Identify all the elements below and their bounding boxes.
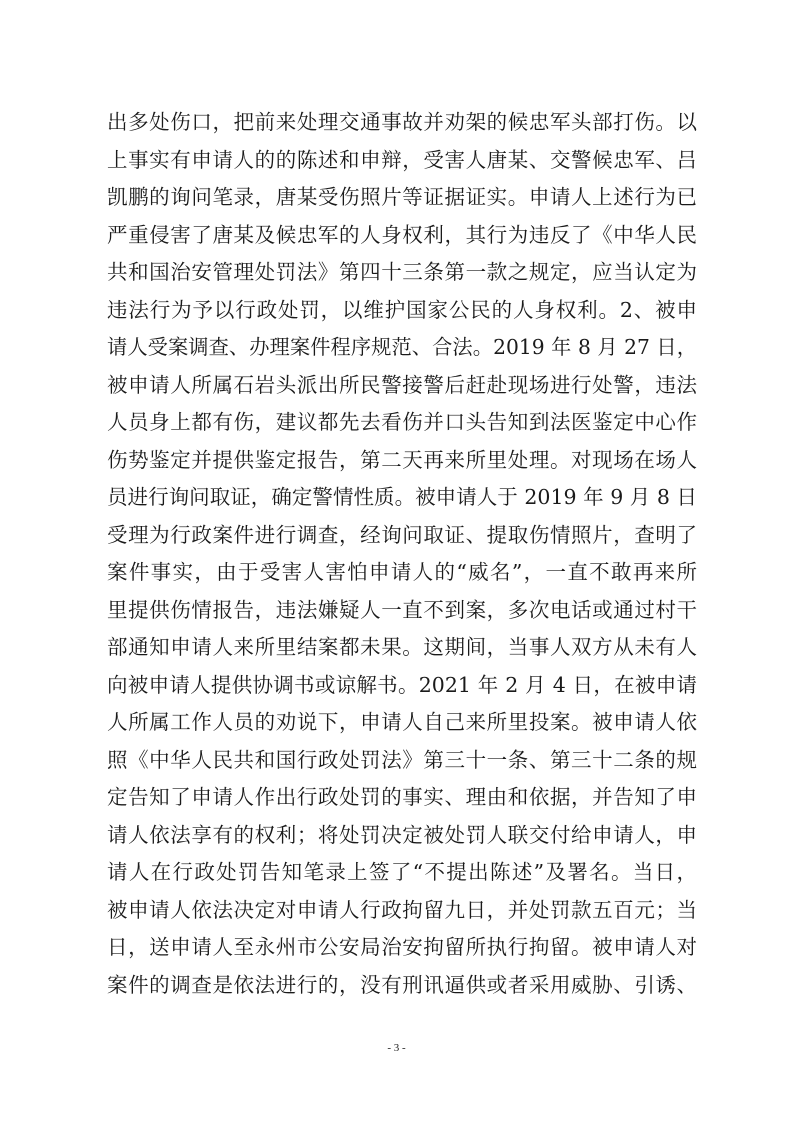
- text-line: 员进行询问取证，确定警情性质。被申请人于 2019 年 9 月 8 日: [107, 485, 697, 509]
- text-line: 案件的调查是依法进行的，没有刑讯逼供或者采用威胁、引诱、: [107, 972, 697, 997]
- text-line: 被申请人所属石岩头派出所民警接警后赶赴现场进行处警，违法: [107, 372, 697, 397]
- text-line: 人员身上都有伤，建议都先去看伤并口头告知到法医鉴定中心作: [107, 410, 697, 434]
- text-line: 定告知了申请人作出行政处罚的事实、理由和依据，并告知了申: [107, 785, 697, 809]
- text-line: 出多处伤口，把前来处理交通事故并劝架的候忠军头部打伤。以: [107, 110, 697, 134]
- text-line: 请人依法享有的权利；将处罚决定被处罚人联交付给申请人，申: [107, 822, 697, 847]
- text-line: 向被申请人提供协调书或谅解书。2021 年 2 月 4 日，在被申请: [107, 672, 697, 697]
- text-line: 请人在行政处罚告知笔录上签了“不提出陈述”及署名。当日，: [107, 860, 697, 884]
- text-line: 伤势鉴定并提供鉴定报告，第二天再来所里处理。对现场在场人: [107, 447, 697, 472]
- text-line: 部通知申请人来所里结案都未果。这期间，当事人双方从未有人: [107, 635, 697, 659]
- text-line: 照《中华人民共和国行政处罚法》第三十一条、第三十二条的规: [107, 747, 697, 772]
- text-line: 受理为行政案件进行调查，经询问取证、提取伤情照片，查明了: [107, 522, 697, 547]
- text-line: 人所属工作人员的劝说下，申请人自己来所里投案。被申请人依: [107, 710, 697, 734]
- text-line: 共和国治安管理处罚法》第四十三条第一款之规定，应当认定为: [107, 260, 697, 284]
- text-line: 日，送申请人至永州市公安局治安拘留所执行拘留。被申请人对: [107, 935, 697, 959]
- text-line: 请人受案调查、办理案件程序规范、合法。2019 年 8 月 27 日，: [107, 335, 697, 359]
- body-text: [107, 104, 697, 1004]
- text-line: 上事实有申请人的的陈述和申辩，受害人唐某、交警候忠军、吕: [107, 147, 697, 172]
- text-line: 违法行为予以行政处罚，以维护国家公民的人身权利。2、被申: [107, 297, 697, 322]
- text-line: 严重侵害了唐某及候忠军的人身权利，其行为违反了《中华人民: [107, 222, 697, 247]
- text-line: 被申请人依法决定对申请人行政拘留九日，并处罚款五百元；当: [107, 897, 697, 922]
- page-number: - 3 -: [387, 1042, 406, 1054]
- text-line: 案件事实，由于受害人害怕申请人的“威名”，一直不敢再来所: [107, 560, 697, 584]
- text-line: 里提供伤情报告，违法嫌疑人一直不到案，多次电话或通过村干: [107, 597, 697, 622]
- text-line: 凯鹏的询问笔录，唐某受伤照片等证据证实。申请人上述行为已: [107, 185, 697, 209]
